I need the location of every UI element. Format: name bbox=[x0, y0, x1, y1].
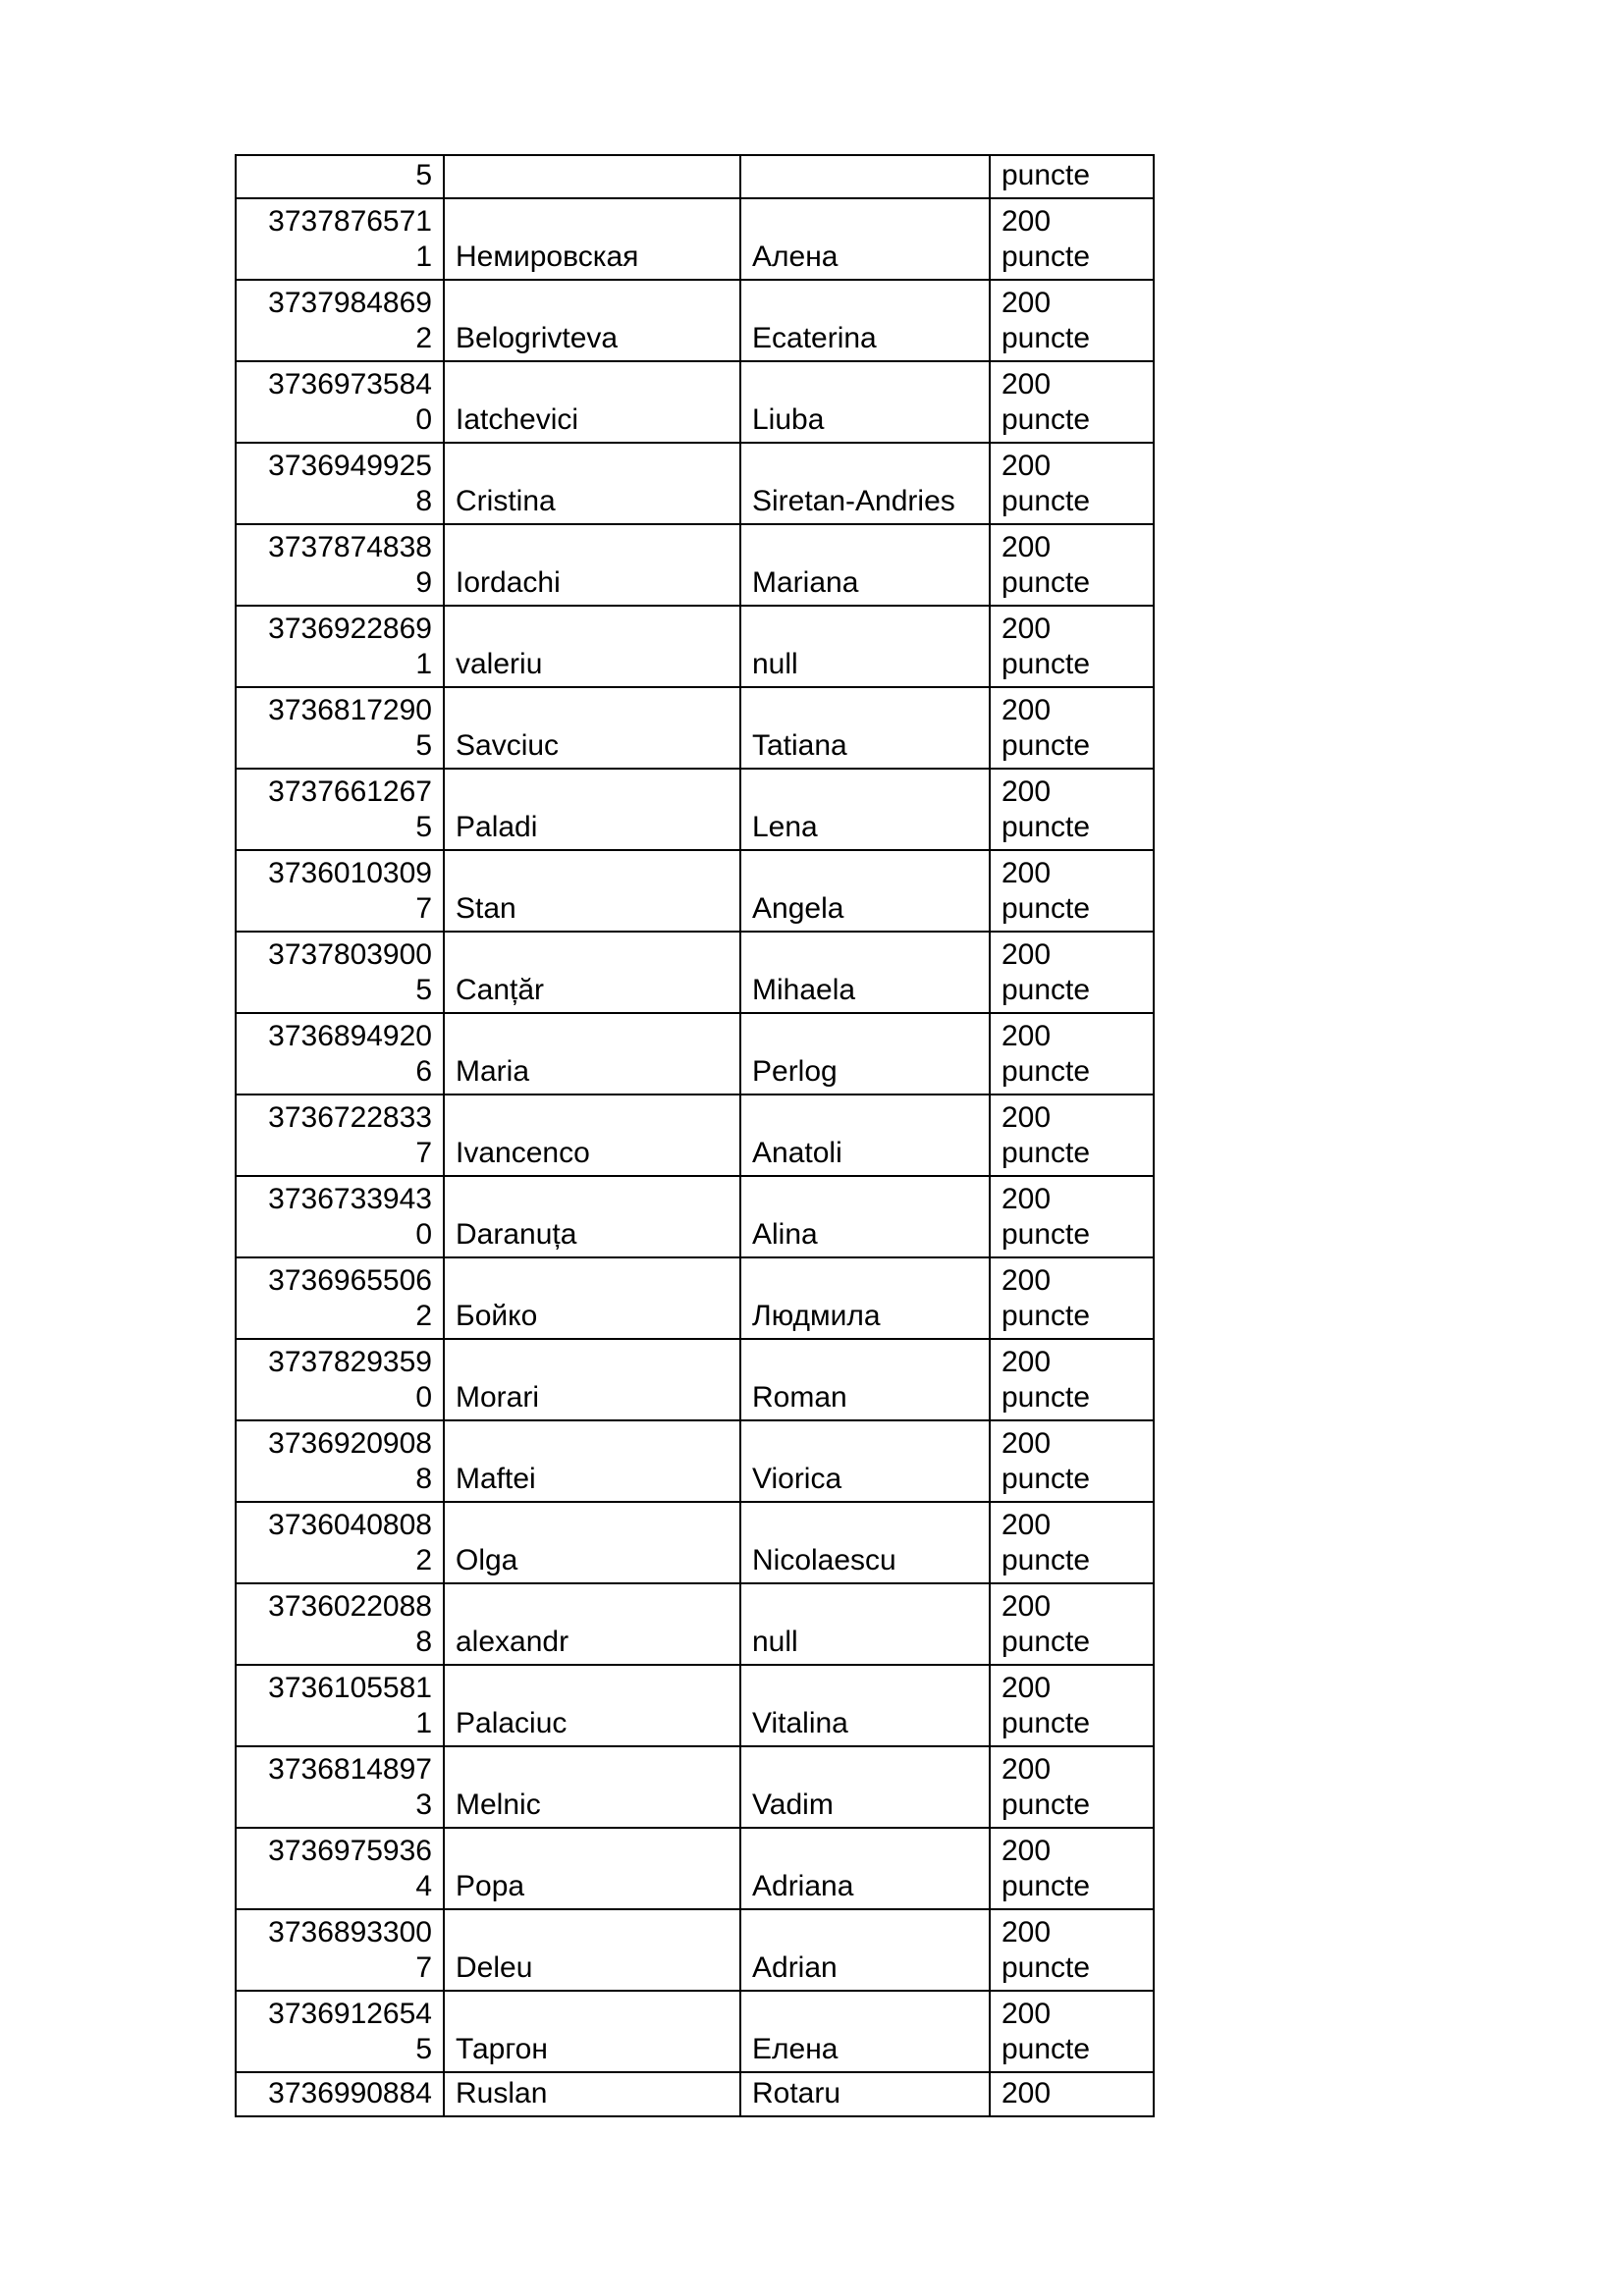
points-cell bbox=[990, 155, 1154, 198]
table-row bbox=[236, 606, 1154, 687]
points-line: 200 bbox=[1001, 1183, 1052, 1215]
name-a-text: Maftei bbox=[456, 1463, 536, 1495]
phone-number-line: 5 bbox=[415, 974, 432, 1006]
name-b-cell bbox=[740, 443, 990, 524]
name-a-cell bbox=[444, 1176, 740, 1257]
phone-number-cell bbox=[236, 606, 444, 687]
points-cell bbox=[990, 280, 1154, 361]
name-b-text: Adrian bbox=[752, 1951, 838, 1984]
points-cell bbox=[990, 1013, 1154, 1095]
name-b-text: Perlog bbox=[752, 1055, 838, 1088]
phone-number-cell bbox=[236, 1502, 444, 1583]
points-line: 200 bbox=[1001, 1346, 1052, 1378]
phone-number-line: 5 bbox=[415, 811, 432, 843]
name-a-cell bbox=[444, 850, 740, 932]
name-a-text: Morari bbox=[456, 1381, 540, 1414]
points-cell bbox=[990, 1828, 1154, 1909]
table-row bbox=[236, 524, 1154, 606]
points-line: 200 bbox=[1001, 1101, 1052, 1134]
name-b-text: Siretan-Andries bbox=[752, 485, 955, 517]
name-b-cell bbox=[740, 1502, 990, 1583]
phone-number-cell bbox=[236, 443, 444, 524]
points-cell bbox=[990, 1909, 1154, 1991]
name-a-text: Belogrivteva bbox=[456, 322, 619, 354]
name-b-cell bbox=[740, 932, 990, 1013]
table-row bbox=[236, 1746, 1154, 1828]
name-b-text: Viorica bbox=[752, 1463, 842, 1495]
points-line: puncte bbox=[1001, 566, 1091, 599]
phone-number-line: 2 bbox=[415, 1544, 432, 1576]
name-b-text: Vadim bbox=[752, 1789, 834, 1821]
phone-number-line: 3736912654 bbox=[268, 1998, 432, 2030]
phone-number-line: 3736040808 bbox=[268, 1509, 432, 1541]
points-line: 200 bbox=[1001, 775, 1052, 808]
phone-number-cell bbox=[236, 1746, 444, 1828]
phone-number-line: 9 bbox=[415, 566, 432, 599]
name-b-text: Adriana bbox=[752, 1870, 854, 1902]
table-row bbox=[236, 1665, 1154, 1746]
points-cell bbox=[990, 606, 1154, 687]
points-line: puncte bbox=[1001, 240, 1091, 273]
points-cell bbox=[990, 1176, 1154, 1257]
name-b-text: Angela bbox=[752, 892, 844, 925]
name-a-cell bbox=[444, 1339, 740, 1420]
phone-number-line: 7 bbox=[415, 1137, 432, 1169]
points-line: 200 bbox=[1001, 694, 1052, 726]
points-line: puncte bbox=[1001, 1626, 1091, 1658]
phone-number-cell bbox=[236, 155, 444, 198]
name-b-cell bbox=[740, 850, 990, 932]
phone-number-line: 1 bbox=[415, 1707, 432, 1739]
name-b-text: Liuba bbox=[752, 403, 825, 436]
name-a-text: Deleu bbox=[456, 1951, 533, 1984]
phone-number-line: 3737876571 bbox=[268, 205, 432, 238]
table-row bbox=[236, 1176, 1154, 1257]
points-cell bbox=[990, 932, 1154, 1013]
points-line: 200 bbox=[1001, 1672, 1052, 1704]
name-a-text: Iordachi bbox=[456, 566, 561, 599]
table-row bbox=[236, 155, 1154, 198]
phone-number-cell bbox=[236, 1909, 444, 1991]
phone-number-line: 3736022088 bbox=[268, 1590, 432, 1623]
points-cell bbox=[990, 361, 1154, 443]
phone-number-line: 3737984869 bbox=[268, 287, 432, 319]
points-cell bbox=[990, 2072, 1154, 2116]
name-b-cell bbox=[740, 1991, 990, 2072]
phone-number-cell bbox=[236, 932, 444, 1013]
points-line: puncte bbox=[1001, 1463, 1091, 1495]
table-row bbox=[236, 1339, 1154, 1420]
table-row bbox=[236, 443, 1154, 524]
phone-number-cell bbox=[236, 361, 444, 443]
phone-number-line: 7 bbox=[415, 1951, 432, 1984]
phone-number-cell bbox=[236, 687, 444, 769]
points-line: 200 bbox=[1001, 1509, 1052, 1541]
name-b-cell bbox=[740, 198, 990, 280]
name-a-cell bbox=[444, 606, 740, 687]
points-line: puncte bbox=[1001, 485, 1091, 517]
name-a-cell bbox=[444, 1013, 740, 1095]
points-line: puncte bbox=[1001, 322, 1091, 354]
phone-number-line: 2 bbox=[415, 1300, 432, 1332]
points-line: puncte bbox=[1001, 729, 1091, 762]
points-line: 200 bbox=[1001, 287, 1052, 319]
name-a-cell bbox=[444, 1583, 740, 1665]
phone-number-line: 3736990884 bbox=[268, 2077, 432, 2109]
phone-number-cell bbox=[236, 1420, 444, 1502]
name-b-cell bbox=[740, 2072, 990, 2116]
phone-number-cell bbox=[236, 769, 444, 850]
name-b-cell bbox=[740, 1013, 990, 1095]
points-line: puncte bbox=[1001, 1789, 1091, 1821]
points-cell bbox=[990, 850, 1154, 932]
name-b-cell bbox=[740, 524, 990, 606]
points-line: puncte bbox=[1001, 1300, 1091, 1332]
name-b-cell bbox=[740, 1665, 990, 1746]
points-line: puncte bbox=[1001, 1544, 1091, 1576]
name-b-cell bbox=[740, 361, 990, 443]
name-b-cell bbox=[740, 606, 990, 687]
name-b-text: null bbox=[752, 648, 798, 680]
table-row bbox=[236, 361, 1154, 443]
points-cell bbox=[990, 1665, 1154, 1746]
points-cell bbox=[990, 1991, 1154, 2072]
phone-number-line: 3736010309 bbox=[268, 857, 432, 889]
name-a-cell bbox=[444, 1502, 740, 1583]
points-line: 200 bbox=[1001, 1998, 1052, 2030]
points-line: puncte bbox=[1001, 1707, 1091, 1739]
phone-number-line: 3737874838 bbox=[268, 531, 432, 563]
table-row bbox=[236, 1991, 1154, 2072]
name-a-cell bbox=[444, 769, 740, 850]
points-cell bbox=[990, 198, 1154, 280]
points-line: 200 bbox=[1001, 531, 1052, 563]
phone-number-line: 3736949925 bbox=[268, 450, 432, 482]
name-a-text: Ruslan bbox=[456, 2077, 548, 2109]
phone-number-line: 5 bbox=[415, 159, 432, 191]
points-line: puncte bbox=[1001, 648, 1091, 680]
phone-number-line: 5 bbox=[415, 2033, 432, 2065]
phone-number-cell bbox=[236, 1583, 444, 1665]
phone-number-line: 1 bbox=[415, 648, 432, 680]
name-b-text: Alina bbox=[752, 1218, 818, 1251]
name-b-cell bbox=[740, 1746, 990, 1828]
phone-number-line: 3736817290 bbox=[268, 694, 432, 726]
phone-number-line: 5 bbox=[415, 729, 432, 762]
phone-number-line: 7 bbox=[415, 892, 432, 925]
name-b-text: Nicolaescu bbox=[752, 1544, 896, 1576]
table-row bbox=[236, 198, 1154, 280]
participants-points-table bbox=[235, 154, 1155, 2117]
name-a-cell bbox=[444, 1909, 740, 1991]
name-b-text: Mihaela bbox=[752, 974, 856, 1006]
name-a-cell bbox=[444, 1991, 740, 2072]
points-line: 200 bbox=[1001, 857, 1052, 889]
name-a-text: Ivancenco bbox=[456, 1137, 590, 1169]
name-a-text: valeriu bbox=[456, 648, 543, 680]
table-row bbox=[236, 1909, 1154, 1991]
phone-number-line: 4 bbox=[415, 1870, 432, 1902]
phone-number-line: 3737829359 bbox=[268, 1346, 432, 1378]
phone-number-cell bbox=[236, 524, 444, 606]
phone-number-line: 8 bbox=[415, 485, 432, 517]
phone-number-line: 8 bbox=[415, 1463, 432, 1495]
table-row bbox=[236, 2072, 1154, 2116]
points-cell bbox=[990, 443, 1154, 524]
points-line: 200 bbox=[1001, 1590, 1052, 1623]
table-row bbox=[236, 280, 1154, 361]
points-line: puncte bbox=[1001, 159, 1091, 191]
name-a-cell bbox=[444, 2072, 740, 2116]
name-b-cell bbox=[740, 1257, 990, 1339]
phone-number-line: 3736893300 bbox=[268, 1916, 432, 1949]
phone-number-line: 6 bbox=[415, 1055, 432, 1088]
name-b-text: Rotaru bbox=[752, 2077, 841, 2109]
phone-number-line: 0 bbox=[415, 403, 432, 436]
name-a-text: Maria bbox=[456, 1055, 530, 1088]
table-row bbox=[236, 1257, 1154, 1339]
points-line: 200 bbox=[1001, 1753, 1052, 1786]
points-line: 200 bbox=[1001, 613, 1052, 645]
phone-number-line: 3736722833 bbox=[268, 1101, 432, 1134]
name-a-text: Palaciuc bbox=[456, 1707, 568, 1739]
name-a-text: Popa bbox=[456, 1870, 525, 1902]
phone-number-line: 3736105581 bbox=[268, 1672, 432, 1704]
phone-number-cell bbox=[236, 1665, 444, 1746]
phone-number-line: 1 bbox=[415, 240, 432, 273]
name-a-text: Olga bbox=[456, 1544, 518, 1576]
name-a-text: Daranuța bbox=[456, 1218, 577, 1251]
table-row bbox=[236, 1502, 1154, 1583]
points-line: 200 bbox=[1001, 938, 1052, 971]
points-line: 200 bbox=[1001, 1020, 1052, 1052]
name-b-cell bbox=[740, 1339, 990, 1420]
points-line: puncte bbox=[1001, 1137, 1091, 1169]
table-row bbox=[236, 687, 1154, 769]
name-a-text: Melnic bbox=[456, 1789, 541, 1821]
phone-number-cell bbox=[236, 280, 444, 361]
points-line: puncte bbox=[1001, 811, 1091, 843]
phone-number-line: 3737803900 bbox=[268, 938, 432, 971]
points-line: puncte bbox=[1001, 2033, 1091, 2065]
table-row bbox=[236, 850, 1154, 932]
name-a-cell bbox=[444, 1095, 740, 1176]
table-row bbox=[236, 1095, 1154, 1176]
name-a-cell bbox=[444, 1746, 740, 1828]
name-a-cell bbox=[444, 1665, 740, 1746]
points-line: 200 bbox=[1001, 1427, 1052, 1460]
name-a-cell bbox=[444, 932, 740, 1013]
name-b-text: Lena bbox=[752, 811, 818, 843]
table-row bbox=[236, 932, 1154, 1013]
name-b-text: Ecaterina bbox=[752, 322, 877, 354]
name-b-text: Vitalina bbox=[752, 1707, 848, 1739]
name-a-text: Таргон bbox=[456, 2033, 548, 2065]
name-b-text: Алена bbox=[752, 240, 839, 273]
points-cell bbox=[990, 1420, 1154, 1502]
name-b-cell bbox=[740, 687, 990, 769]
name-b-cell bbox=[740, 1583, 990, 1665]
phone-number-line: 3736894920 bbox=[268, 1020, 432, 1052]
name-b-cell bbox=[740, 1909, 990, 1991]
phone-number-cell bbox=[236, 1176, 444, 1257]
points-line: 200 bbox=[1001, 1264, 1052, 1297]
phone-number-cell bbox=[236, 2072, 444, 2116]
name-a-text: Stan bbox=[456, 892, 516, 925]
points-line: puncte bbox=[1001, 1055, 1091, 1088]
phone-number-line: 8 bbox=[415, 1626, 432, 1658]
table-row bbox=[236, 1583, 1154, 1665]
points-cell bbox=[990, 1746, 1154, 1828]
points-cell bbox=[990, 1257, 1154, 1339]
name-b-cell bbox=[740, 1828, 990, 1909]
points-line: 200 bbox=[1001, 2077, 1052, 2109]
phone-number-line: 0 bbox=[415, 1218, 432, 1251]
name-a-text: Savciuc bbox=[456, 729, 560, 762]
name-b-cell bbox=[740, 769, 990, 850]
table-row bbox=[236, 1420, 1154, 1502]
phone-number-cell bbox=[236, 1013, 444, 1095]
points-line: 200 bbox=[1001, 368, 1052, 400]
points-line: 200 bbox=[1001, 1916, 1052, 1949]
phone-number-line: 3737661267 bbox=[268, 775, 432, 808]
name-a-cell bbox=[444, 1420, 740, 1502]
name-b-cell bbox=[740, 1176, 990, 1257]
points-line: puncte bbox=[1001, 1870, 1091, 1902]
points-line: 200 bbox=[1001, 1835, 1052, 1867]
points-line: 200 bbox=[1001, 450, 1052, 482]
phone-number-cell bbox=[236, 198, 444, 280]
points-cell bbox=[990, 1502, 1154, 1583]
phone-number-line: 3736920908 bbox=[268, 1427, 432, 1460]
name-b-text: Anatoli bbox=[752, 1137, 842, 1169]
name-b-text: Людмила bbox=[752, 1300, 881, 1332]
phone-number-line: 3736973584 bbox=[268, 368, 432, 400]
points-line: puncte bbox=[1001, 974, 1091, 1006]
name-a-text: Paladi bbox=[456, 811, 538, 843]
name-a-text: Iatchevici bbox=[456, 403, 579, 436]
name-b-cell bbox=[740, 155, 990, 198]
name-a-text: Бойко bbox=[456, 1300, 538, 1332]
points-cell bbox=[990, 524, 1154, 606]
points-cell bbox=[990, 687, 1154, 769]
name-a-text: alexandr bbox=[456, 1626, 569, 1658]
name-b-cell bbox=[740, 280, 990, 361]
name-b-text: Roman bbox=[752, 1381, 847, 1414]
table-row bbox=[236, 1013, 1154, 1095]
name-a-text: Немировская bbox=[456, 240, 639, 273]
phone-number-line: 3736965506 bbox=[268, 1264, 432, 1297]
phone-number-cell bbox=[236, 1828, 444, 1909]
table-row bbox=[236, 769, 1154, 850]
points-line: 200 bbox=[1001, 205, 1052, 238]
phone-number-line: 3736733943 bbox=[268, 1183, 432, 1215]
table-body bbox=[236, 155, 1154, 2116]
name-a-cell bbox=[444, 443, 740, 524]
points-cell bbox=[990, 1095, 1154, 1176]
points-line: puncte bbox=[1001, 403, 1091, 436]
name-a-cell bbox=[444, 1257, 740, 1339]
name-a-cell bbox=[444, 280, 740, 361]
points-line: puncte bbox=[1001, 892, 1091, 925]
name-b-text: null bbox=[752, 1626, 798, 1658]
phone-number-line: 3 bbox=[415, 1789, 432, 1821]
name-a-text: Cristina bbox=[456, 485, 556, 517]
phone-number-cell bbox=[236, 1339, 444, 1420]
phone-number-cell bbox=[236, 850, 444, 932]
name-a-cell bbox=[444, 361, 740, 443]
phone-number-line: 2 bbox=[415, 322, 432, 354]
points-cell bbox=[990, 769, 1154, 850]
phone-number-line: 3736814897 bbox=[268, 1753, 432, 1786]
name-b-text: Tatiana bbox=[752, 729, 847, 762]
points-line: puncte bbox=[1001, 1951, 1091, 1984]
name-a-cell bbox=[444, 687, 740, 769]
phone-number-cell bbox=[236, 1991, 444, 2072]
name-a-cell bbox=[444, 1828, 740, 1909]
name-b-cell bbox=[740, 1420, 990, 1502]
phone-number-line: 3736975936 bbox=[268, 1835, 432, 1867]
phone-number-line: 0 bbox=[415, 1381, 432, 1414]
phone-number-line: 3736922869 bbox=[268, 613, 432, 645]
name-a-cell bbox=[444, 524, 740, 606]
name-a-text: Canțăr bbox=[456, 974, 545, 1006]
phone-number-cell bbox=[236, 1095, 444, 1176]
points-line: puncte bbox=[1001, 1381, 1091, 1414]
table-row bbox=[236, 1828, 1154, 1909]
points-cell bbox=[990, 1583, 1154, 1665]
phone-number-cell bbox=[236, 1257, 444, 1339]
name-b-text: Mariana bbox=[752, 566, 859, 599]
name-b-cell bbox=[740, 1095, 990, 1176]
name-a-cell bbox=[444, 155, 740, 198]
points-line: puncte bbox=[1001, 1218, 1091, 1251]
name-a-cell bbox=[444, 198, 740, 280]
name-b-text: Елена bbox=[752, 2033, 839, 2065]
points-cell bbox=[990, 1339, 1154, 1420]
